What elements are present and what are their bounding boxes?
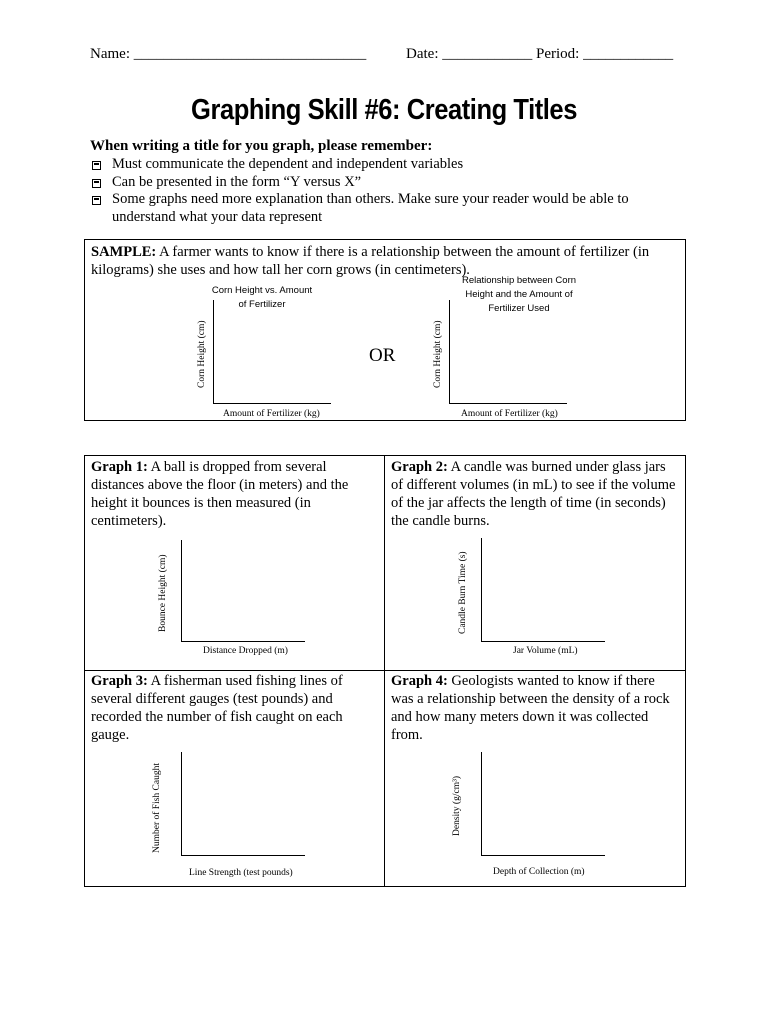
graph-2-text: A candle was burned under glass jars of different volumes (in mL) to see if the volume of the jar affects the length of time (in seconds) the candle burns. [391,459,676,529]
sample-graph-a-ylabel: Corn Height (cm) [197,320,207,388]
sample-graph-a-x-axis [213,403,331,404]
graph-3-xlabel: Line Strength (test pounds) [189,868,293,878]
bullet-text: Can be presented in the form “Y versus X” [112,173,362,190]
graph-4-label: Graph 4: [391,673,448,689]
sample-graph-b-y-axis [449,300,450,404]
graph-1-y-axis [181,540,182,642]
graph-3-text: A fisherman used fishing lines of several different gauges (test pounds) and recorded the number of fish caught on each gauge. [91,673,343,743]
period-field-label: Period: ____________ [536,46,674,62]
graph-title-line: of Fertilizer [238,299,286,310]
graph-exercise-grid [84,455,686,887]
graph-1-x-axis [181,641,305,642]
graph-4-text: Geologists wanted to know if there was a relationship between the density of a rock and how many meters down it was collected from. [391,673,670,743]
graph-1-description [91,458,376,530]
list-item [90,156,690,174]
graph-1-label: Graph 1: [91,459,148,475]
graph-1-ylabel: Bounce Height (cm) [158,554,168,632]
graph-2-xlabel: Jar Volume (mL) [513,646,578,656]
graph-4-description [391,672,679,744]
graph-3-label: Graph 3: [91,673,148,689]
graph-title-line: Height and the Amount of [465,289,573,300]
graph-3-y-axis [181,752,182,856]
or-label: OR [369,345,396,366]
bullet-text: Must communicate the dependent and independent variables [112,156,464,172]
graph-4-x-axis [481,855,605,856]
bullet-text: Some graphs need more explanation than others. Make sure your reader would be able to understand what your data represent [112,191,629,225]
sample-graph-b-ylabel: Corn Height (cm) [433,320,443,388]
grid-divider-vertical [384,456,385,886]
graph-title-line: Fertilizer Used [488,303,550,314]
sample-graph-a-y-axis [213,300,214,404]
graph-4-xlabel: Depth of Collection (m) [493,867,585,877]
graph-title-line: Relationship between Corn [461,275,577,286]
graph-2-y-axis [481,538,482,642]
checkbox-bullet-icon [92,196,101,205]
graph-2-x-axis [481,641,605,642]
graph-title-line: Corn Height vs. Amount [211,285,313,296]
sample-graph-b-xlabel: Amount of Fertilizer (kg) [461,409,558,419]
checkbox-bullet-icon [92,161,101,170]
date-field-label: Date: ____________ [406,46,533,62]
graph-3-ylabel: Number of Fish Caught [152,763,162,853]
graph-2-ylabel: Candle Burn Time (s) [458,551,468,634]
sample-graph-b-x-axis [449,403,567,404]
page-title: Graphing Skill #6: Creating Titles [191,94,577,126]
name-field-label: Name: _______________________________ [90,46,367,62]
graph-3-description [91,672,376,744]
graph-1-text: A ball is dropped from several distances above the floor (in meters) and the height it bounces is then measured (in centimeters). [91,459,349,529]
sample-label: SAMPLE: [91,244,157,260]
sample-text: A farmer wants to know if there is a relationship between the amount of fertilizer (in kilograms) she uses and how tall her corn grows (in centimeters). [91,244,650,278]
graph-2-description [391,458,679,530]
grid-divider-horizontal [85,670,685,671]
instructions-list [90,156,690,226]
graph-4-y-axis [481,752,482,856]
sample-box [84,239,686,421]
instructions-heading: When writing a title for you graph, please remember: [90,138,433,154]
graph-3-x-axis [181,855,305,856]
graph-1-xlabel: Distance Dropped (m) [203,646,288,656]
graph-4-ylabel: Density (g/cm³) [452,775,462,836]
graph-2-label: Graph 2: [391,459,448,475]
sample-graph-a-title [207,284,317,312]
sample-graph-b-title [439,274,599,316]
checkbox-bullet-icon [92,179,101,188]
sample-graph-a-xlabel: Amount of Fertilizer (kg) [223,409,320,419]
list-item [90,191,690,226]
list-item [90,174,690,192]
